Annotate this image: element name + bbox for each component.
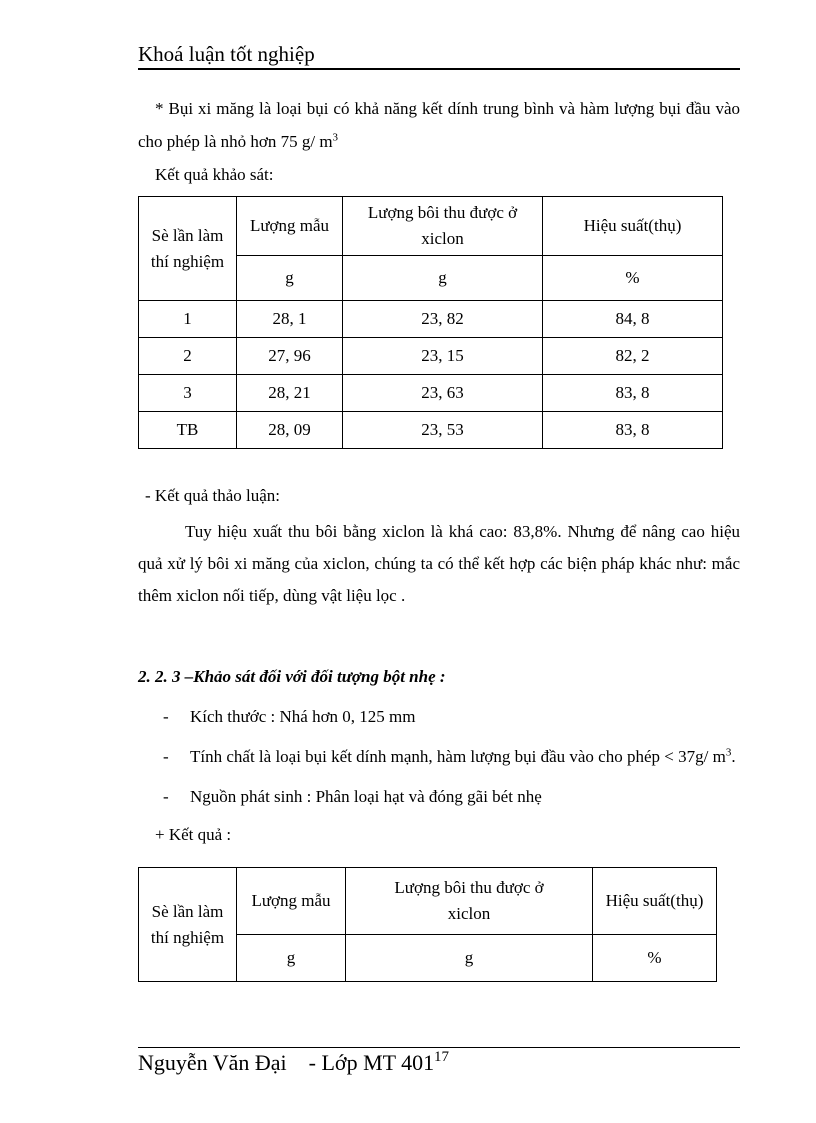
table-row [139, 375, 723, 412]
bullet-text: Kích thước : Nhá hơn 0, 125 mm [190, 707, 416, 726]
unit-cell-grams: g [346, 935, 593, 982]
discussion-paragraph: Tuy hiệu xuất thu bôi bằng xiclon là khá cao: 83,8%. Nhưng để nâng cao hiệu quả xử lý bôi xi măng của xiclon, chúng ta có thể kết hợp các biện pháp khác như: mắc thêm xiclon nối tiếp, dùng vật liệu lọc . [138, 522, 740, 605]
intro-superscript: 3 [332, 131, 339, 144]
cell-sample: 27, 96 [237, 338, 343, 375]
cell-trial: 3 [139, 375, 237, 412]
footer-class-label: - Lớp MT 401 [308, 1050, 435, 1075]
cell-efficiency: 82, 2 [543, 338, 723, 375]
cell-trial: TB [139, 412, 237, 449]
table-header-row [139, 197, 723, 256]
header-cell-trial-number: Sè lần làm thí nghiệm [139, 868, 237, 982]
header-cell-collected-amount [346, 868, 593, 935]
footer-author-name: Nguyễn Văn Đại [138, 1050, 287, 1075]
cell-collected: 23, 53 [343, 412, 543, 449]
cell-efficiency: 83, 8 [543, 412, 723, 449]
bullet-text-main: Tính chất là loại bụi kết dính mạnh, hàm lượng bụi đầu vào cho phép < 37g/ m [190, 747, 726, 766]
cell-trial: 2 [139, 338, 237, 375]
header-cell-trial-number: Sè lần làm thí nghiệm [139, 197, 237, 301]
unit-cell-percent: % [593, 935, 717, 982]
cell-sample: 28, 09 [237, 412, 343, 449]
result-label: + Kết quả : [155, 825, 232, 844]
bullet-text: Nguồn phát sinh : Phân loại hạt và đóng gãi bét nhẹ [190, 787, 542, 806]
bullet-text [190, 740, 740, 773]
cement-dust-results-table [138, 196, 723, 449]
cell-efficiency: 83, 8 [543, 375, 723, 412]
page-header [138, 42, 740, 70]
survey-result-label: Kết quả khảo sát: [155, 165, 274, 184]
section-heading: 2. 2. 3 –Khảo sát đối với đối tượng bột nhẹ : [138, 667, 446, 686]
bullet-dash-marker: - [163, 747, 169, 766]
discussion-label: - Kết quả thảo luận: [145, 486, 281, 505]
cell-sample: 28, 1 [237, 301, 343, 338]
header-cell-collected-text: Lượng bôi thu được ở xiclon [367, 203, 518, 248]
cell-trial: 1 [139, 301, 237, 338]
header-cell-sample-amount: Lượng mẫu [237, 197, 343, 256]
unit-cell-grams: g [343, 256, 543, 301]
cell-collected: 23, 15 [343, 338, 543, 375]
unit-cell-grams: g [237, 935, 346, 982]
bullet-dash-marker: - [163, 707, 169, 726]
bullet-dash-marker: - [163, 787, 169, 806]
document-title: Khoá luận tốt nghiệp [138, 42, 315, 66]
intro-paragraph [138, 92, 740, 158]
header-cell-collected-text: Lượng bôi thu được ở xiclon [394, 878, 544, 923]
unit-cell-grams: g [237, 256, 343, 301]
cell-collected: 23, 82 [343, 301, 543, 338]
header-cell-efficiency: Hiệu suất(thụ) [593, 868, 717, 935]
cell-sample: 28, 21 [237, 375, 343, 412]
header-cell-sample-amount: Lượng mẫu [237, 868, 346, 935]
header-cell-collected-amount [343, 197, 543, 256]
table-row [139, 301, 723, 338]
bullet-superscript: 3 [725, 746, 732, 759]
light-powder-results-table [138, 867, 717, 982]
table-row [139, 338, 723, 375]
unit-cell-percent: % [543, 256, 723, 301]
bullet-text-after: . [731, 747, 736, 766]
page-number: 17 [434, 1049, 449, 1065]
table-row-average [139, 412, 723, 449]
table-header-row [139, 868, 717, 935]
cell-efficiency: 84, 8 [543, 301, 723, 338]
intro-text: * Bụi xi măng là loại bụi có khả năng kết dính trung bình và hàm lượng bụi đầu vào cho phép là nhỏ hơn 75 g/ m [138, 99, 740, 151]
cell-collected: 23, 63 [343, 375, 543, 412]
header-cell-efficiency: Hiệu suất(thụ) [543, 197, 723, 256]
bullet-item-property [138, 740, 740, 773]
bullet-item-size [138, 700, 740, 733]
document-body [138, 88, 740, 982]
bullet-item-source [138, 780, 740, 813]
